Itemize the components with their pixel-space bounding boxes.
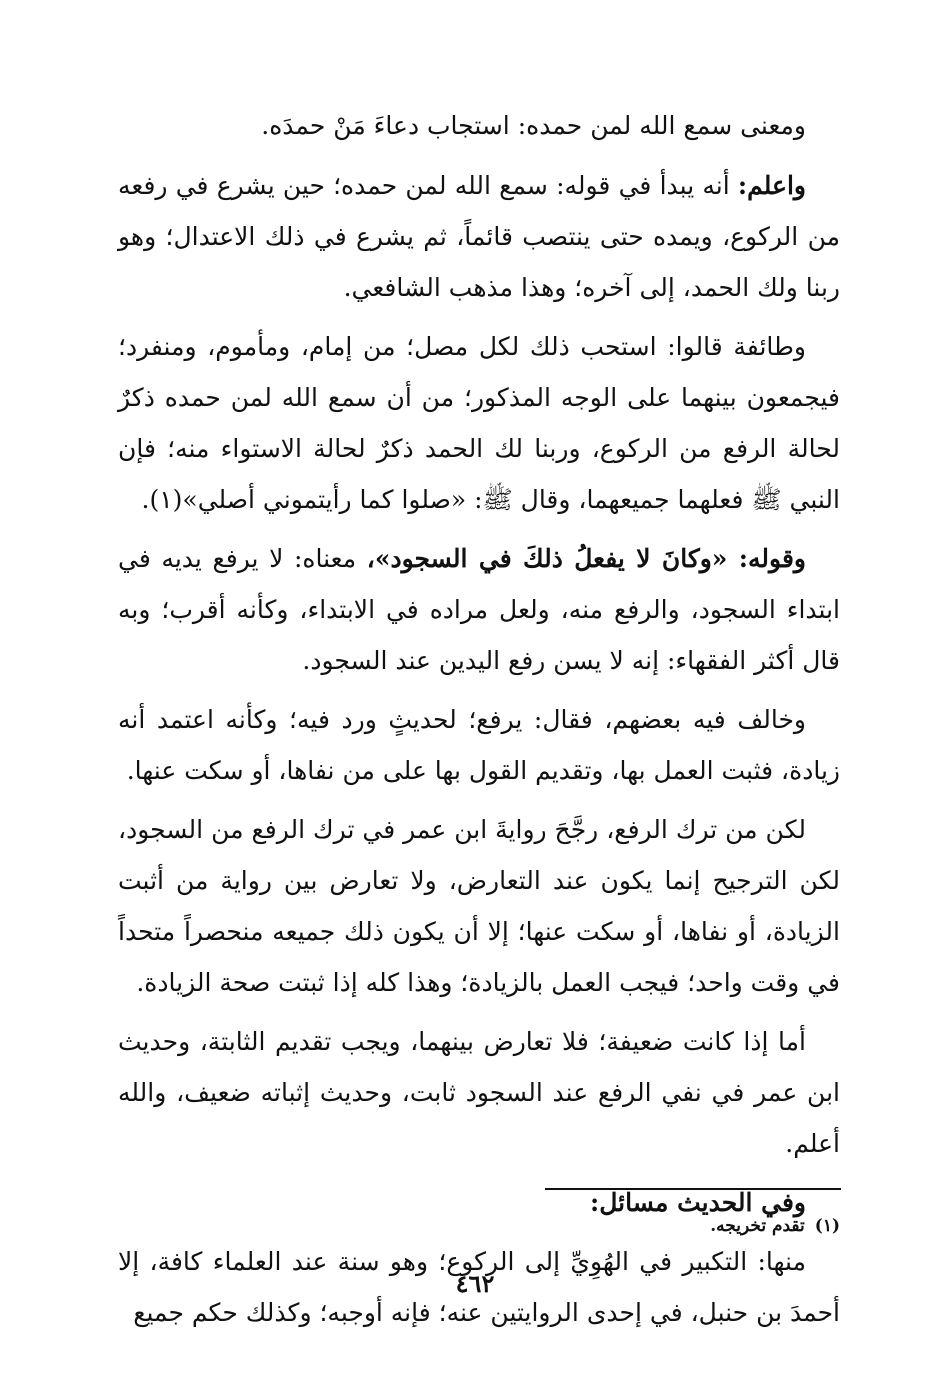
paragraph-6-text: لكن من ترك الرفع، رجَّحَ روايةَ ابن عمر في ترك الرفع من السجود، لكن الترجيح إنما يكون عند التعارض، ولا تعارض بين رواية من أثبت الزيادة، أو نفاها، أو سكت عنها؛ إلا أن يكون ذلك جميعه منحصراً متحداً في وقت واحد؛ فيجب العمل بالزيادة؛ وهذا كله إذا ثبتت صحة الزيادة. [118, 815, 840, 997]
footnote-text: تقدم تخريجه. [710, 1216, 805, 1236]
main-text [118, 100, 840, 1346]
footnote [560, 1212, 840, 1240]
paragraph-1 [118, 100, 840, 151]
paragraph-7-text: أما إذا كانت ضعيفة؛ فلا تعارض بينهما، ويجب تقديم الثابتة، وحديث ابن عمر في نفي الرفع عند السجود ثابت، وحديث إثباته ضعيف، والله أعلم. [118, 1027, 840, 1158]
paragraph-3 [118, 321, 840, 525]
section-heading-text: وفي الحديث مسائل: [589, 1188, 806, 1217]
paragraph-1-text: ومعنى سمع الله لمن حمده: استجاب دعاءَ مَنْ حمدَه. [261, 111, 806, 140]
paragraph-3-text: وطائفة قالوا: استحب ذلك لكل مصل؛ من إمام، ومأموم، ومنفرد؛ فيجمعون بينهما على الوجه المذكور؛ من أن سمع الله لمن حمده ذكرٌ لحالة الرفع من الركوع، وربنا لك الحمد ذكرٌ لحالة الاستواء منه؛ فإن النبي ﷺ فعلهما جميعهما، وقال ﷺ: «صلوا كما رأيتموني أصلي»(١). [118, 332, 840, 514]
paragraph-4-lead: وقوله: «وكانَ لا يفعلُ ذلكَ في السجود»، [366, 544, 806, 573]
paragraph-7 [118, 1016, 840, 1169]
footnote-number: (١) [814, 1216, 840, 1236]
paragraph-5-text: وخالف فيه بعضهم، فقال: يرفع؛ لحديثٍ ورد فيه؛ وكأنه اعتمد أنه زيادة، فثبت العمل بها، وتقديم القول بها على من نفاها، أو سكت عنها. [118, 705, 840, 785]
paragraph-6 [118, 804, 840, 1008]
page-number: ٤٦٢ [455, 1269, 495, 1298]
paragraph-4-text: معناه: لا يرفع يديه في ابتداء السجود، والرفع منه، ولعل مراده في الابتداء، وكأنه أقرب؛ وبه قال أكثر الفقهاء: إنه لا يسن رفع اليدين عند السجود. [118, 544, 840, 675]
paragraph-9-text: منها: التكبير في الهُوِيِّ إلى الركوع؛ وهو سنة عند العلماء كافة، إلا أحمدَ بن حنبل، في إحدى الروايتين عنه؛ فإنه أوجبه؛ وكذلك حكم جميع [118, 1247, 840, 1327]
paragraph-2 [118, 160, 840, 313]
paragraph-5 [118, 694, 840, 796]
footnote-divider [545, 1188, 841, 1190]
paragraph-2-text: أنه يبدأ في قوله: سمع الله لمن حمده؛ حين يشرع في رفعه من الركوع، ويمده حتى ينتصب قائماً، ثم يشرع في ذلك الاعتدال؛ وهو ربنا ولك الحمد، إلى آخره؛ وهذا مذهب الشافعي. [118, 171, 840, 302]
paragraph-2-lead: واعلم: [737, 171, 806, 200]
paragraph-4 [118, 533, 840, 686]
